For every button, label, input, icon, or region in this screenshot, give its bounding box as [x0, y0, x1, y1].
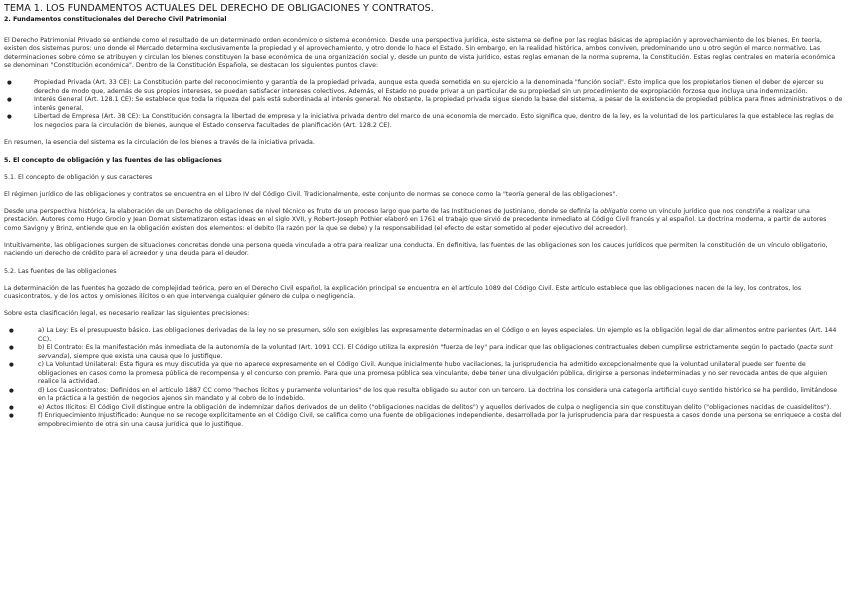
- text-span: b) El Contrato: Es la manifestación más inmediata de la autonomía de la voluntad (Art. 1091 CC). El Código utiliza la expresión "fuerza de ley" para indicar que las obligaciones contractuales deben cumplirse estrictamente según lo pactado (: [38, 344, 800, 351]
- emphasis: obligatio: [600, 207, 628, 215]
- paragraph: El régimen jurídico de las obligaciones y contratos se encuentra en el Libro IV del Código Civil. Tradicionalmente, este conjunto de normas se conoce como la "teoría general de las obligaciones".: [4, 190, 618, 198]
- list-item: ● Libertad de Empresa (Art. 38 CE): La Constitución consagra la libertad de empresa y la iniciativa privada dentro del marco de una economía de mercado. Esto significa que, dentro de la ley, es la voluntad de los particulares la que establece las reglas de los negocios para la circulación de bienes, aunque el Estado conserva facultades de planificación (Art. 128.2 CE).: [34, 113, 844, 130]
- paragraph: Intuitivamente, las obligaciones surgen de situaciones concretas donde una persona queda vinculada a otra para realizar una conducta. En definitiva, las fuentes de las obligaciones son los cauces jurídicos que permiten la constitución de un vínculo obligatorio, naciendo un derecho de crédito para el acreedor y una deuda para el deudor.: [4, 241, 828, 257]
- text-span: Desde una perspectiva histórica, la elaboración de un Derecho de obligaciones de nivel técnico es fruto de un proceso largo que parte de las Instituciones de Justiniano, donde se definía la: [4, 207, 601, 215]
- list-item: [38, 344, 844, 361]
- list-item: [38, 327, 844, 344]
- text-span: e) Actos Ilícitos: El Código Civil distingue entre la obligación de indemnizar daños derivados de un delito ("obligaciones nacidas de delitos") y aquellos derivados de culpa o negligencia sin que constituyan delito ("obligaciones nacidas de cuasidelitos").: [38, 403, 832, 411]
- text-span: como un vínculo jurídico que nos constriñe a realizar una prestación. Autores como Hugo Grocio y Jean Domat sistematizaron estas ideas en el siglo XVII, y Robert-Joseph Pothier elaboró en 1761 el trabajo que sirvió de precedente inmediato al Código Civil francés y al español. La doctrina moderna, a partir de autores como Savigny y Brinz, entiende que en la obligación existen dos elementos: el debito (la razón por la que se debe) y la responsabilidad (el efecto de estar sometido al poder ejecutivo del acreedor).: [4, 207, 827, 232]
- paragraph: La determinación de las fuentes ha gozado de complejidad teórica, pero en el Derecho Civil español, la explicación principal se encuentra en el artículo 1089 del Código Civil. Este artículo establece que las obligaciones nacen de la ley, los contratos, los cuasicontratos, y de los actos y omisiones ilícitos o en que intervenga cualquier género de culpa o negligencia.: [4, 284, 802, 300]
- section-2-intro: El Derecho Patrimonial Privado se entiende como el resultado de un determinado orden económico o sistema económico. Desde una perspectiva jurídica, este sistema se define por las reglas básicas de apropiación y aprovechamiento de los bienes. En teoría, existen dos sistemas puros: uno donde el Mercado determina exclusivamente la propiedad y el aprovechamiento, y otro donde lo hace el Estado. Sin embargo, en la realidad histórica, ambos conviven, predominando uno u otro según el marco normativo. Las determinaciones sobre cómo se atribuyen y circulan los bienes constituyen la base económica de una organización social y, desde un punto de vista jurídico, estas reglas emanan de la norma suprema, la Constitución. Estas reglas centrales en materia económica se denominan "Constitución económica". Dentro de la Constitución Española, se destacan los siguientes puntos clave:: [4, 36, 836, 69]
- text-span: d) Los Cuasicontratos: Definidos en el artículo 1887 CC como "hechos lícitos y puramente voluntarios" de los que resulta obligado su autor con un tercero. La doctrina los considera una categoría artificial cuyo sentido histórico se ha perdido, limitándose en la práctica a la gestión de negocios ajenos sin mandato y al cobro de lo indebido.: [38, 386, 838, 402]
- sources-bullet-list: [4, 327, 844, 429]
- text-span: ), siempre que exista una causa que lo justifique.: [67, 352, 223, 360]
- list-item: [38, 361, 844, 387]
- list-item: ● Propiedad Privada (Art. 33 CE): La Constitución parte del reconocimiento y garantía de la propiedad privada, aunque esta queda sometida en su ejercicio a la denominada "función social". Esto implica que los propietarios tienen el deber de ejercer su derecho de modo que, además de sus propios intereses, se puedan satisfacer intereses colectivos. Además, el Estado no puede privar a un particular de su propiedad sin un procedimiento de expropiación forzosa que incluya una indemnización.: [34, 79, 844, 96]
- section-2-summary: En resumen, la esencia del sistema es la circulación de los bienes a través de la iniciativa privada.: [4, 138, 315, 146]
- paragraph: Sobre esta clasificación legal, es necesario realizar las siguientes precisiones:: [4, 310, 250, 317]
- paragraph-history: [4, 208, 844, 234]
- emphasis: pacta sunt servanda: [38, 344, 833, 360]
- subsection-5-2-heading: 5.2. Las fuentes de las obligaciones: [4, 268, 117, 275]
- constitution-bullet-list: [4, 79, 844, 130]
- text-span: f) Enriquecimiento Injustificado: Aunque no se recoge explícitamente en el Código Civil, se califica como una fuente de obligaciones independiente, desarrollada por la jurisprudencia para dar respuesta a casos donde una persona se enriquece a costa del empobrecimiento de otra sin una causa jurídica que lo justifique.: [38, 412, 842, 428]
- section-5-heading: 5. El concepto de obligación y las fuentes de las obligaciones: [4, 156, 222, 164]
- text-span: c) La Voluntad Unilateral: Esta figura es muy discutida ya que no aparece expresamente en el Código Civil. Aunque inicialmente hubo vacilaciones, la jurisprudencia ha admitido excepcionalmente que la voluntad unilateral puede ser fuente de obligaciones en casos como la promesa pública de recompensa y el concurso con premio. Para que una promesa pública sea vinculante, debe tener una divulgación pública, dirigirse a personas indeterminadas y no ser revocada antes de que alguien realice la actividad.: [38, 361, 828, 385]
- list-item: [38, 412, 844, 429]
- subsection-5-1-heading: 5.1. El concepto de obligación y sus caracteres: [4, 174, 153, 181]
- list-item: [38, 387, 844, 404]
- text-span: a) La Ley: Es el presupuesto básico. Las obligaciones derivadas de la ley no se presumen, sólo son exigibles las expresamente determinadas en el Código o en leyes especiales. Un ejemplo es la obligación legal de dar alimentos entre parientes (Art. 144 CC).: [38, 327, 837, 343]
- list-item: [38, 404, 844, 413]
- list-item: ● Interés General (Art. 128.1 CE): Se establece que toda la riqueza del país está subordinada al interés general. No obstante, la propiedad privada sigue siendo la base del sistema, a pesar de la existencia de propiedad pública para fines administrativos o de interés general.: [34, 96, 844, 113]
- section-2-heading: 2. Fundamentos constitucionales del Derecho Civil Patrimonial: [4, 16, 227, 23]
- document-title: TEMA 1. LOS FUNDAMENTOS ACTUALES DEL DERECHO DE OBLIGACIONES Y CONTRATOS.: [4, 3, 434, 14]
